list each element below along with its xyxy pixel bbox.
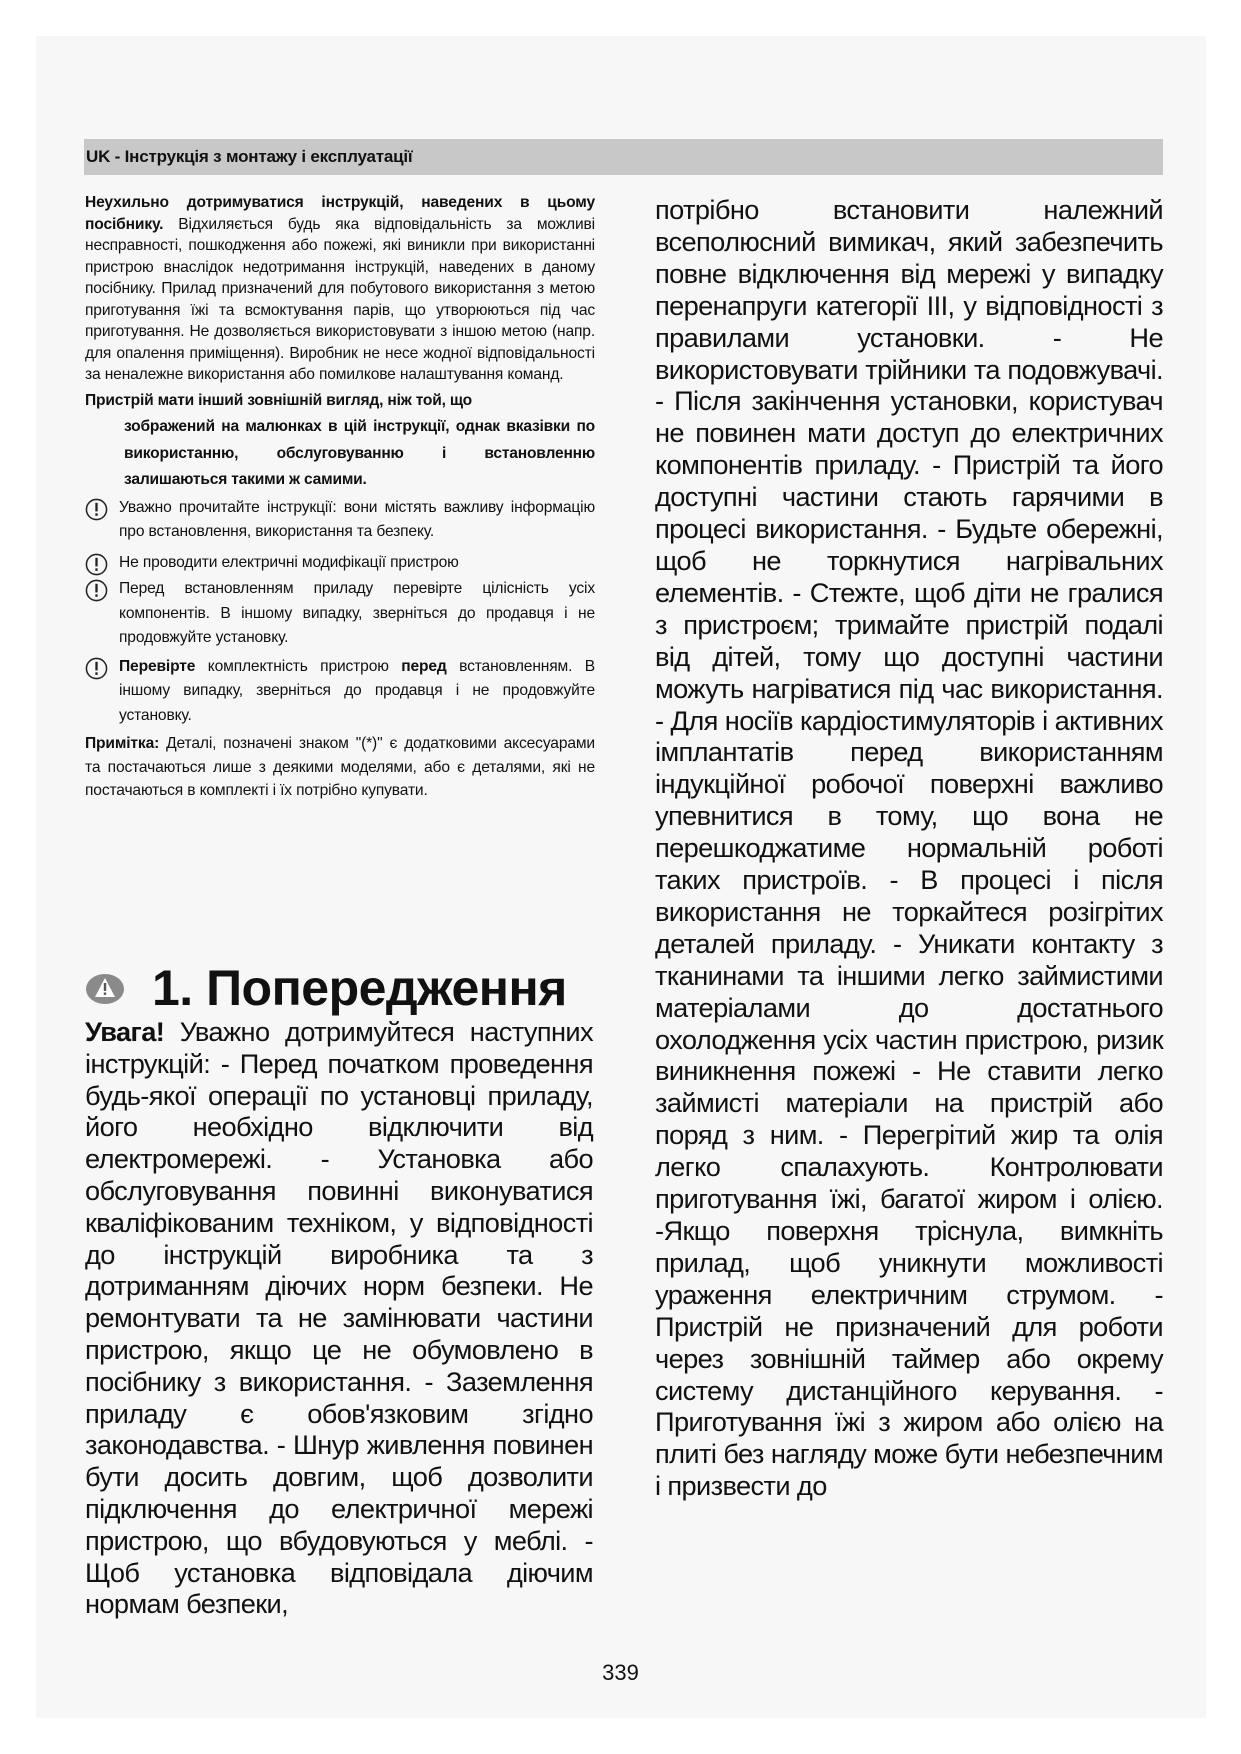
appearance-note (85, 388, 595, 494)
warning-text: Не проводити електричні модифікації пристрою (119, 553, 459, 571)
page-number: 339 (602, 1660, 639, 1685)
left-body-text (85, 1016, 593, 1620)
warning-item (85, 655, 595, 729)
footnote (85, 732, 595, 803)
header-title: UK - Інструкція з монтажу і експлуатації (86, 147, 413, 166)
footnote-label: Примітка: (85, 735, 160, 752)
warning-item (85, 496, 595, 545)
exclamation-circle-icon (85, 553, 108, 576)
right-column (655, 194, 1163, 1502)
attention-label: Увага! (85, 1016, 165, 1047)
warning-bold-start: Перевірте (119, 657, 196, 675)
exclamation-circle-icon (85, 657, 108, 680)
section-heading (85, 953, 595, 1023)
footnote-text: Деталі, позначені знаком "(*)" є додатковими аксесуарами та постачаються лише з деякими моделями, або є деталями, які не постачаються в комплекті і їх потрібно купувати. (85, 735, 595, 799)
appearance-note-rest: зображений на малюнках в цій інструкції, однак вказівки по використанню, обслуговуванню і встановленню залишаються такими ж самими. (124, 418, 595, 488)
warning-item (85, 577, 595, 651)
warning-bold-mid: перед (401, 657, 447, 675)
section-title: 1. Попередження (152, 960, 567, 1016)
warning-mid: комплектність пристрою (195, 657, 402, 675)
left-body-paragraph: Уважно дотримуйтеся наступних інструкцій: - Перед початком проведення будь-якої операції по установці приладу, його необхідно відключити від електромережі. - Установка або обслуговування повинні виконуватися кваліфікованим техніком, у відповідності до інструкцій виробника та з дотриманням діючих норм безпеки. Не ремонтувати та не замінювати частини пристрою, якщо це не обумовлено в посібнику з використання. - Заземлення приладу є обов'язковим згідно законодавства. - Шнур живлення повинен бути досить довгим, щоб дозволити підключення до електричної мережі пристрою, що вбудовуються у меблі. - Щоб установка відповідала діючим нормам безпеки, (85, 1016, 593, 1620)
right-body-paragraph: потрібно встановити належний всеполюсний вимикач, який забезпечить повне відключення від мережі у випадку перенапруги категорії III, у відповідності з правилами установки. - Не використовувати трійники та подовжувачі. - Після закінчення установки, користувач не повинен мати доступ до електричних компонентів приладу. - Пристрій та його доступні частини стають гарячими в процесі використання. - Будьте обережні, щоб не торкнутися нагрівальних елементів. - Стежте, щоб діти не гралися з пристроєм; тримайте пристрій подалі від дітей, тому що доступні частини можуть нагріватися під час використання. - Для носіїв кардіостимуляторів і активних імплантатів перед використанням індукційної робочої поверхні важливо упевнитися в тому, що вона не перешкоджатиме нормальній роботі таких пристроїв. - В процесі і після використання не торкайтеся розігрітих деталей приладу. - Уникати контакту з тканинами та іншими легко займистими матеріалами до достатнього охолодження усіх частин пристрою, ризик виникнення пожежі - Не ставити легко займисті матеріали на пристрій або поряд з ним. - Перегрітий жир та олія легко спалахують. Контролювати приготування їжі, багатої жиром і олією. -Якщо поверхня тріснула, вимкніть прилад, щоб уникнути можливості ураження електричним струмом. - Пристрій не призначений для роботи через зовнішній таймер або окрему систему дистанційного керування. - Приготування їжі з жиром або олією на плиті без нагляду може бути небезпечним і призвести до (655, 194, 1163, 1502)
exclamation-circle-icon (85, 579, 108, 602)
intro-bold-lead: Неухильно дотримуватися інструкцій, наведених в цьому посібнику. (85, 194, 595, 233)
warning-item (85, 551, 595, 576)
appearance-note-first: Пристрій мати інший зовнішній вигляд, ніж той, що (85, 391, 472, 409)
intro-body: Відхиляється будь яка відповідальність за можливі несправності, пошкодження або пожежі, які виникли при використанні пристрою внаслідок недотримання інструкцій, наведених в даному посібнику. Прилад призначений для побутового використання з метою приготування їжі та всмоктування парів, що утворюються під час приготування. Не дозволяється використовувати з іншою метою (напр. для опалення приміщення). Виробник не несе жодної відповідальності за неналежне використання або помилкове налаштування команд. (85, 215, 595, 383)
exclamation-circle-icon (85, 498, 108, 521)
warning-text: встановленням. В іншому випадку, зверніться до продавця і не продовжуйте установку. (119, 657, 596, 724)
warning-triangle-icon (85, 969, 125, 1009)
section-header-bar (84, 139, 1163, 175)
warning-text: Перед встановленням приладу перевірте цілісність усіх компонентів. В іншому випадку, зверніться до продавця і не продовжуйте установку. (119, 580, 595, 646)
warning-text: Уважно прочитайте інструкції: вони містять важливу інформацію про встановлення, використання та безпеку. (119, 498, 595, 540)
intro-paragraph (85, 192, 595, 386)
left-column (85, 192, 595, 803)
